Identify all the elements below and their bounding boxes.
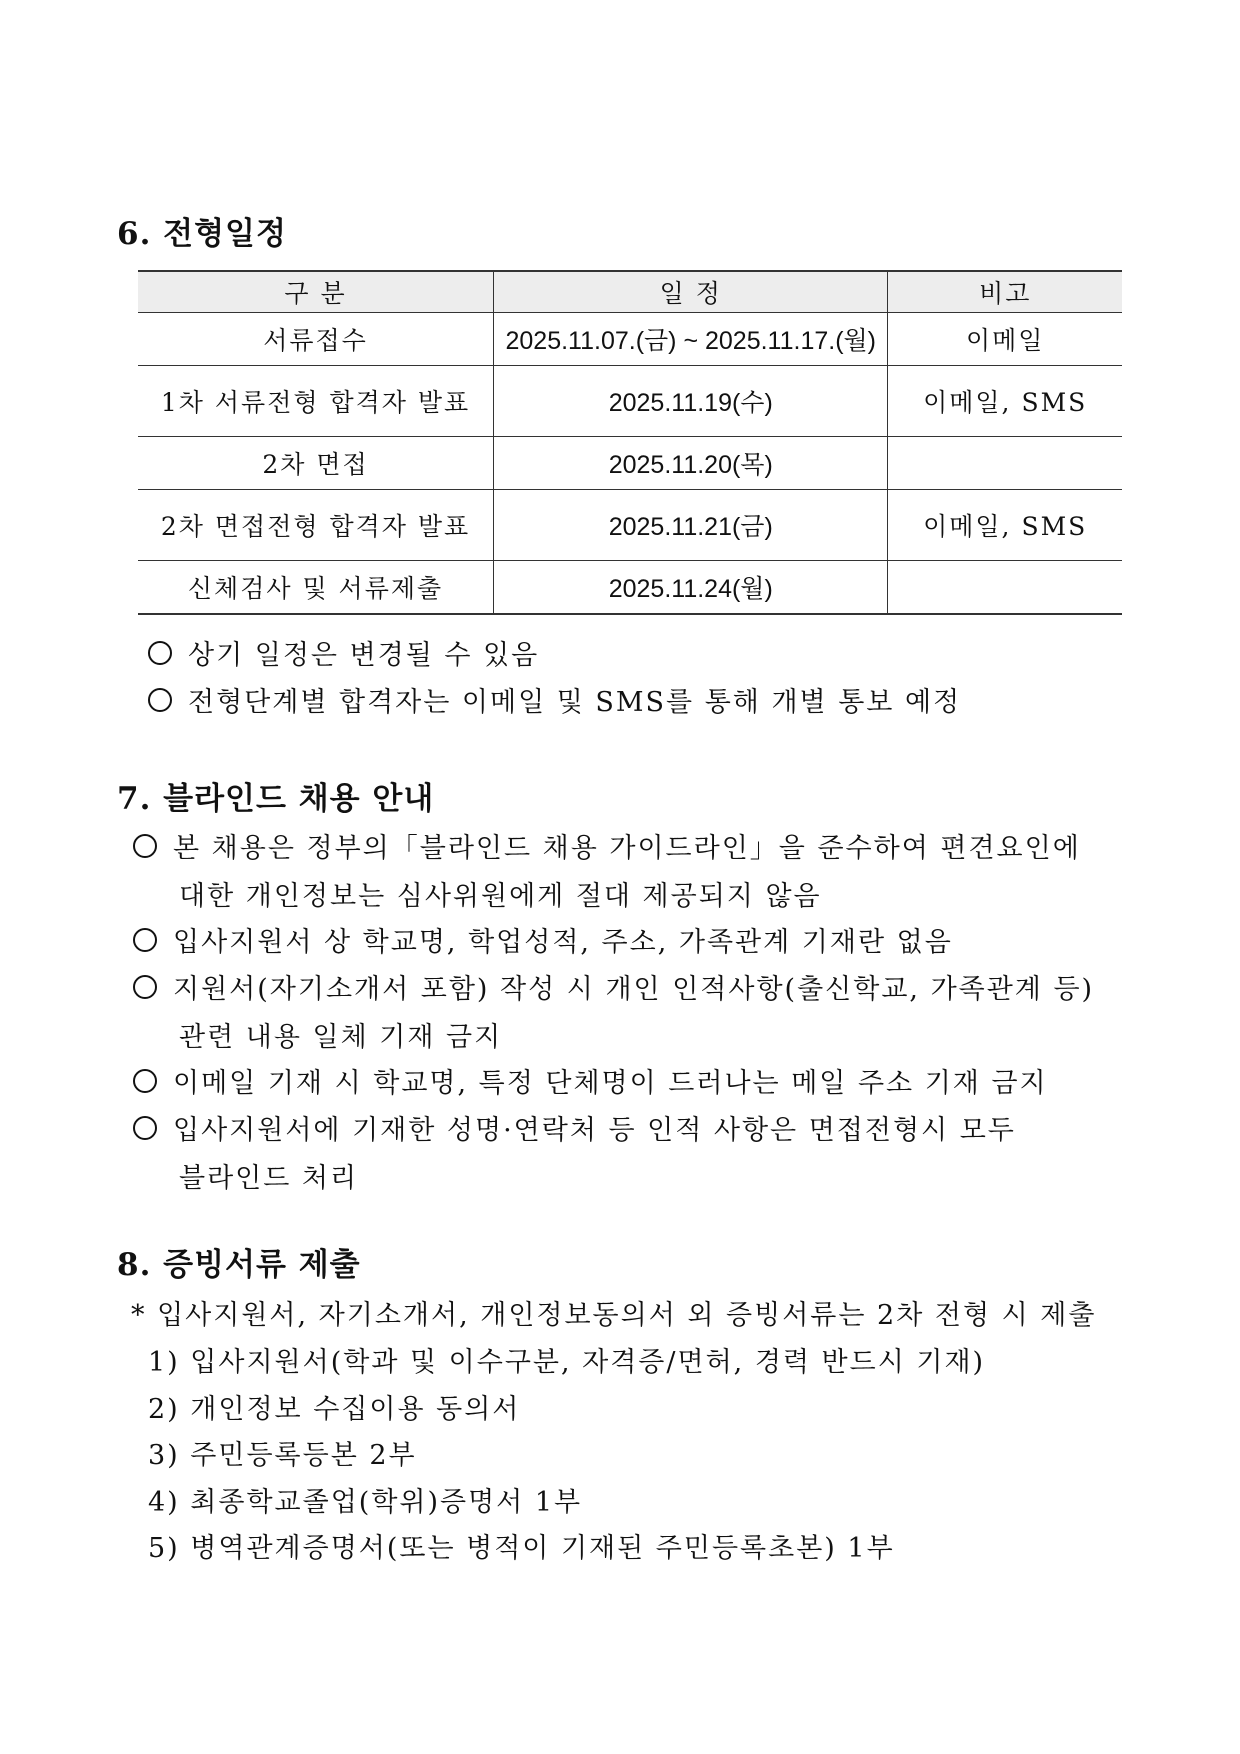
- blind-item: [133, 1108, 1016, 1147]
- table-row: [138, 313, 1122, 366]
- table-row: [138, 366, 1122, 437]
- schedule-note: [148, 680, 961, 719]
- document-item: 3) 주민등록등본 2부: [148, 1440, 417, 1471]
- table-row: [138, 561, 1122, 614]
- cell-note: 이메일, SMS: [888, 366, 1122, 437]
- blind-item-text: 입사지원서에 기재한 성명·연락처 등 인적 사항은 면접전형시 모두: [173, 1115, 1016, 1146]
- blind-item-text: 본 채용은 정부의「블라인드 채용 가이드라인」을 준수하여 편견요인에: [173, 833, 1081, 864]
- blind-item-text: 지원서(자기소개서 포함) 작성 시 개인 인적사항(출신학교, 가족관계 등): [173, 974, 1095, 1005]
- blind-item-text: 이메일 기재 시 학교명, 특정 단체명이 드러나는 메일 주소 기재 금지: [173, 1068, 1048, 1099]
- document-item: 1) 입사지원서(학과 및 이수구분, 자격증/면허, 경력 반드시 기재): [148, 1347, 986, 1378]
- circle-bullet-icon: [148, 641, 172, 665]
- blind-item-continuation: 블라인드 처리: [179, 1163, 359, 1194]
- cell-date: 2025.11.19(수): [494, 366, 888, 437]
- cell-note: 이메일: [888, 313, 1122, 366]
- blind-item-text: 입사지원서 상 학교명, 학업성적, 주소, 가족관계 기재란 없음: [173, 927, 953, 958]
- blind-item: [133, 1061, 1048, 1100]
- circle-bullet-icon: [133, 1116, 157, 1140]
- cell-category: 1차 서류전형 합격자 발표: [138, 366, 494, 437]
- section-6-title: 6. 전형일정: [117, 216, 287, 252]
- section-7-title: 7. 블라인드 채용 안내: [117, 781, 435, 817]
- cell-date: 2025.11.21(금): [494, 490, 888, 561]
- table-header-row: [138, 271, 1122, 313]
- header-note: 비고: [888, 271, 1122, 313]
- section-8-title: 8. 증빙서류 제출: [117, 1247, 361, 1283]
- cell-category: 2차 면접전형 합격자 발표: [138, 490, 494, 561]
- schedule-note: [148, 633, 539, 672]
- circle-bullet-icon: [148, 688, 172, 712]
- schedule-note-text: 상기 일정은 변경될 수 있음: [188, 640, 540, 671]
- circle-bullet-icon: [133, 975, 157, 999]
- circle-bullet-icon: [133, 928, 157, 952]
- document-item: 2) 개인정보 수집이용 동의서: [148, 1394, 521, 1425]
- document-item: 5) 병역관계증명서(또는 병적이 기재된 주민등록초본) 1부: [148, 1533, 895, 1564]
- documents-intro: * 입사지원서, 자기소개서, 개인정보동의서 외 증빙서류는 2차 전형 시 제출: [131, 1300, 1097, 1331]
- cell-note: [888, 437, 1122, 490]
- cell-note: [888, 561, 1122, 614]
- cell-note: 이메일, SMS: [888, 490, 1122, 561]
- table-row: [138, 490, 1122, 561]
- schedule-table: [138, 270, 1122, 615]
- document-item: 4) 최종학교졸업(학위)증명서 1부: [148, 1487, 583, 1518]
- circle-bullet-icon: [133, 1069, 157, 1093]
- header-date: 일 정: [494, 271, 888, 313]
- schedule-note-text: 전형단계별 합격자는 이메일 및 SMS를 통해 개별 통보 예정: [188, 687, 962, 718]
- cell-date: 2025.11.20(목): [494, 437, 888, 490]
- blind-item-continuation: 대한 개인정보는 심사위원에게 절대 제공되지 않음: [179, 881, 822, 912]
- cell-category: 2차 면접: [138, 437, 494, 490]
- cell-category: 서류접수: [138, 313, 494, 366]
- header-category: 구 분: [138, 271, 494, 313]
- cell-category: 신체검사 및 서류제출: [138, 561, 494, 614]
- blind-item: [133, 826, 1081, 865]
- circle-bullet-icon: [133, 834, 157, 858]
- blind-item: [133, 967, 1094, 1006]
- table-row: [138, 437, 1122, 490]
- blind-item-continuation: 관련 내용 일체 기재 금지: [179, 1022, 503, 1053]
- cell-date: 2025.11.07.(금) ~ 2025.11.17.(월): [494, 313, 888, 366]
- cell-date: 2025.11.24(월): [494, 561, 888, 614]
- blind-item: [133, 920, 953, 959]
